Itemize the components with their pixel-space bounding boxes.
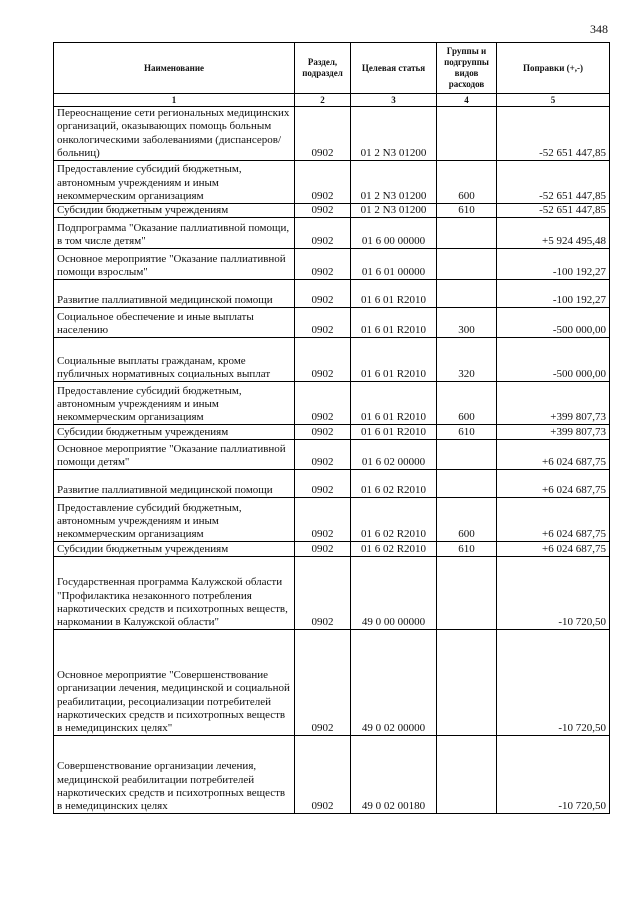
row-target: 01 6 01 R2010 — [351, 382, 437, 425]
row-name: Основное мероприятие "Оказание паллиативной помощи взрослым" — [54, 249, 295, 280]
column-number: 5 — [497, 94, 610, 107]
table-row — [54, 498, 610, 542]
header-razdel: Раздел, подраздел — [295, 43, 351, 94]
row-target: 01 6 01 R2010 — [351, 280, 437, 308]
row-name: Субсидии бюджетным учреждениям — [54, 204, 295, 218]
header-name: Наименование — [54, 43, 295, 94]
row-amount: -10 720,50 — [497, 630, 610, 736]
row-razdel: 0902 — [295, 440, 351, 470]
row-name: Переоснащение сети региональных медицинских организаций, оказывающих помощь больным онкологическими заболеваниями (диспансеров/больниц) — [54, 107, 295, 161]
row-razdel: 0902 — [295, 308, 351, 338]
table-row — [54, 382, 610, 425]
row-amount: -52 651 447,85 — [497, 204, 610, 218]
row-target: 49 0 02 00000 — [351, 630, 437, 736]
table-row — [54, 161, 610, 204]
row-name: Государственная программа Калужской области "Профилактика незаконного потребления наркотических средств и психотропных веществ, наркомании в Калужской области" — [54, 557, 295, 630]
table-row — [54, 736, 610, 814]
row-amount: +6 024 687,75 — [497, 440, 610, 470]
table-row — [54, 107, 610, 161]
table-row — [54, 338, 610, 382]
row-group: 300 — [437, 308, 497, 338]
row-target: 01 6 01 R2010 — [351, 338, 437, 382]
row-amount: +6 024 687,75 — [497, 470, 610, 498]
header-target: Целевая статья — [351, 43, 437, 94]
row-target: 01 6 02 00000 — [351, 440, 437, 470]
row-target: 49 0 00 00000 — [351, 557, 437, 630]
column-number: 2 — [295, 94, 351, 107]
row-razdel: 0902 — [295, 204, 351, 218]
row-razdel: 0902 — [295, 425, 351, 440]
row-amount: -500 000,00 — [497, 338, 610, 382]
row-target: 01 6 01 00000 — [351, 249, 437, 280]
row-name: Социальные выплаты гражданам, кроме публичных нормативных социальных выплат — [54, 338, 295, 382]
table-row — [54, 204, 610, 218]
row-amount: -52 651 447,85 — [497, 107, 610, 161]
row-group — [437, 280, 497, 308]
column-number: 3 — [351, 94, 437, 107]
table-row — [54, 440, 610, 470]
row-target: 01 2 N3 01200 — [351, 107, 437, 161]
column-number: 1 — [54, 94, 295, 107]
row-group — [437, 249, 497, 280]
row-amount: +399 807,73 — [497, 425, 610, 440]
row-razdel: 0902 — [295, 630, 351, 736]
row-group: 600 — [437, 161, 497, 204]
row-razdel: 0902 — [295, 542, 351, 557]
row-target: 49 0 02 00180 — [351, 736, 437, 814]
header-groups: Группы и подгруппы видов расходов — [437, 43, 497, 94]
row-group — [437, 736, 497, 814]
column-number-row — [54, 94, 610, 107]
row-group: 610 — [437, 542, 497, 557]
row-name: Субсидии бюджетным учреждениям — [54, 425, 295, 440]
row-razdel: 0902 — [295, 470, 351, 498]
row-amount: -52 651 447,85 — [497, 161, 610, 204]
row-razdel: 0902 — [295, 557, 351, 630]
row-group — [437, 557, 497, 630]
budget-amendments-table — [53, 42, 610, 814]
row-group: 600 — [437, 498, 497, 542]
table-row — [54, 542, 610, 557]
row-group — [437, 440, 497, 470]
row-target: 01 6 02 R2010 — [351, 470, 437, 498]
row-razdel: 0902 — [295, 161, 351, 204]
row-amount: -10 720,50 — [497, 736, 610, 814]
row-amount: -100 192,27 — [497, 280, 610, 308]
row-name: Совершенствование организации лечения, медицинской реабилитации потребителей наркотических средств и психотропных веществ в немедицинских целях — [54, 736, 295, 814]
row-razdel: 0902 — [295, 249, 351, 280]
row-group — [437, 630, 497, 736]
row-name: Основное мероприятие "Совершенствование организации лечения, медицинской и социальной реабилитации, ресоциализации потребителей наркотических средств и психотропных веществ в немедицинских целях" — [54, 630, 295, 736]
table-header-row — [54, 43, 610, 94]
row-razdel: 0902 — [295, 736, 351, 814]
row-group: 610 — [437, 425, 497, 440]
row-group — [437, 218, 497, 249]
table-row — [54, 218, 610, 249]
row-name: Социальное обеспечение и иные выплаты населению — [54, 308, 295, 338]
row-target: 01 6 01 R2010 — [351, 308, 437, 338]
row-target: 01 6 01 R2010 — [351, 425, 437, 440]
row-group: 320 — [437, 338, 497, 382]
row-amount: +6 024 687,75 — [497, 542, 610, 557]
header-amendments: Поправки (+,-) — [497, 43, 610, 94]
table-row — [54, 470, 610, 498]
row-amount: +5 924 495,48 — [497, 218, 610, 249]
page-number: 348 — [590, 22, 608, 36]
row-razdel: 0902 — [295, 107, 351, 161]
row-amount: +399 807,73 — [497, 382, 610, 425]
row-target: 01 2 N3 01200 — [351, 161, 437, 204]
table-row — [54, 557, 610, 630]
row-target: 01 2 N3 01200 — [351, 204, 437, 218]
row-target: 01 6 02 R2010 — [351, 498, 437, 542]
row-razdel: 0902 — [295, 498, 351, 542]
row-name: Развитие паллиативной медицинской помощи — [54, 280, 295, 308]
row-name: Субсидии бюджетным учреждениям — [54, 542, 295, 557]
row-group: 610 — [437, 204, 497, 218]
row-razdel: 0902 — [295, 218, 351, 249]
row-group: 600 — [437, 382, 497, 425]
row-name: Подпрограмма "Оказание паллиативной помощи, в том числе детям" — [54, 218, 295, 249]
row-amount: +6 024 687,75 — [497, 498, 610, 542]
row-amount: -500 000,00 — [497, 308, 610, 338]
row-name: Предоставление субсидий бюджетным, автономным учреждениям и иным некоммерческим организациям — [54, 498, 295, 542]
row-target: 01 6 02 R2010 — [351, 542, 437, 557]
row-name: Предоставление субсидий бюджетным, автономным учреждениям и иным некоммерческим организациям — [54, 161, 295, 204]
row-name: Основное мероприятие "Оказание паллиативной помощи детям" — [54, 440, 295, 470]
table-row — [54, 425, 610, 440]
column-number: 4 — [437, 94, 497, 107]
table-row — [54, 280, 610, 308]
row-razdel: 0902 — [295, 280, 351, 308]
row-amount: -100 192,27 — [497, 249, 610, 280]
table-row — [54, 630, 610, 736]
row-amount: -10 720,50 — [497, 557, 610, 630]
row-target: 01 6 00 00000 — [351, 218, 437, 249]
table-row — [54, 308, 610, 338]
row-group — [437, 107, 497, 161]
row-name: Развитие паллиативной медицинской помощи — [54, 470, 295, 498]
table-row — [54, 249, 610, 280]
row-razdel: 0902 — [295, 382, 351, 425]
row-razdel: 0902 — [295, 338, 351, 382]
row-group — [437, 470, 497, 498]
row-name: Предоставление субсидий бюджетным, автономным учреждениям и иным некоммерческим организациям — [54, 382, 295, 425]
